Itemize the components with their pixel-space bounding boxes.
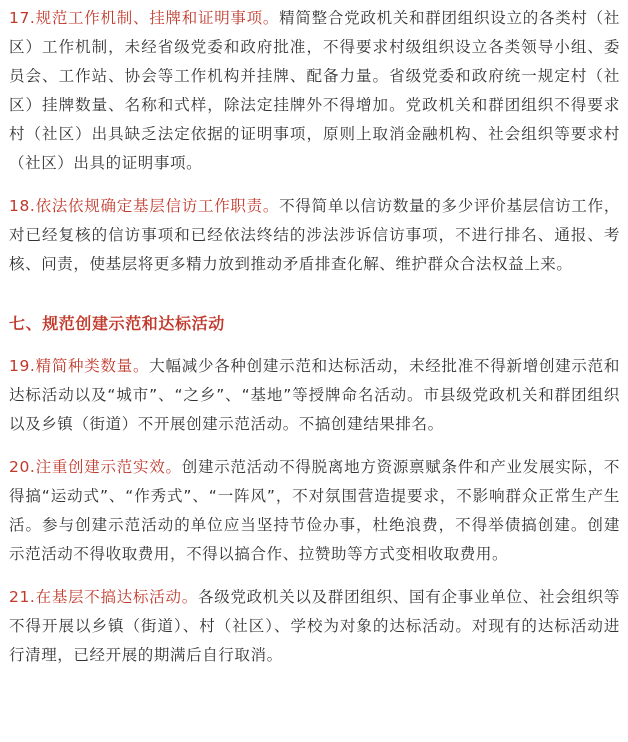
paragraph-item-19 <box>9 352 620 439</box>
item-21-lead: 21.在基层不搞达标活动。 <box>9 588 198 606</box>
spacer <box>9 569 620 583</box>
section-heading: 七、规范创建示范和达标活动 <box>9 314 225 333</box>
item-19-lead: 19.精简种类数量。 <box>9 357 150 375</box>
item-20-body: 创建示范活动不得脱离地方资源禀赋条件和产业发展实际，不得搞“运动式”、“作秀式”、“一阵风”，不对氛围营造提要求，不影响群众正常生产生活。参与创建示范活动的单位应当坚持节俭办事，杜绝浪费，不得举债搞创建。创建示范活动不得收取费用，不得以搞合作、拉赞助等方式变相收取费用。 <box>9 458 621 563</box>
spacer <box>9 439 620 453</box>
item-20-lead: 20.注重创建示范实效。 <box>9 458 182 476</box>
spacer <box>9 178 620 192</box>
item-21-body: 各级党政机关以及群团组织、国有企事业单位、社会组织等不得开展以乡镇（街道）、村（社区）、学校为对象的达标活动。对现有的达标活动进行清理，已经开展的期满后自行取消。 <box>9 588 620 664</box>
item-18-body: 不得简单以信访数量的多少评价基层信访工作，对已经复核的信访事项和已经依法终结的涉法涉诉信访事项，不进行排名、通报、考核、问责，使基层将更多精力放到推动矛盾排查化解、维护群众合法权益上来。 <box>9 197 621 273</box>
item-17-lead: 17.规范工作机制、挂牌和证明事项。 <box>9 9 280 27</box>
spacer <box>9 338 620 352</box>
item-18-lead: 18.依法依规确定基层信访工作职责。 <box>9 197 280 215</box>
item-19-body: 大幅减少各种创建示范和达标活动，未经批准不得新增创建示范和达标活动以及“城市”、“之乡”、“基地”等授牌命名活动。市县级党政机关和群团组织以及乡镇（街道）不开展创建示范活动。不搞创建结果排名。 <box>9 357 620 433</box>
paragraph-item-18 <box>9 192 620 279</box>
item-17-body: 精简整合党政机关和群团组织设立的各类村（社区）工作机制，未经省级党委和政府批准，不得要求村级组织设立各类领导小组、委员会、工作站、协会等工作机构并挂牌、配备力量。省级党委和政府统一规定村（社区）挂牌数量、名称和式样，除法定挂牌外不得增加。党政机关和群团组织不得要求村（社区）出具缺乏法定依据的证明事项，原则上取消金融机构、社会组织等要求村（社区）出具的证明事项。 <box>9 9 621 172</box>
spacer <box>9 279 620 309</box>
paragraph-item-21 <box>9 583 620 670</box>
paragraph-item-17 <box>9 4 620 178</box>
paragraph-item-20 <box>9 453 620 569</box>
